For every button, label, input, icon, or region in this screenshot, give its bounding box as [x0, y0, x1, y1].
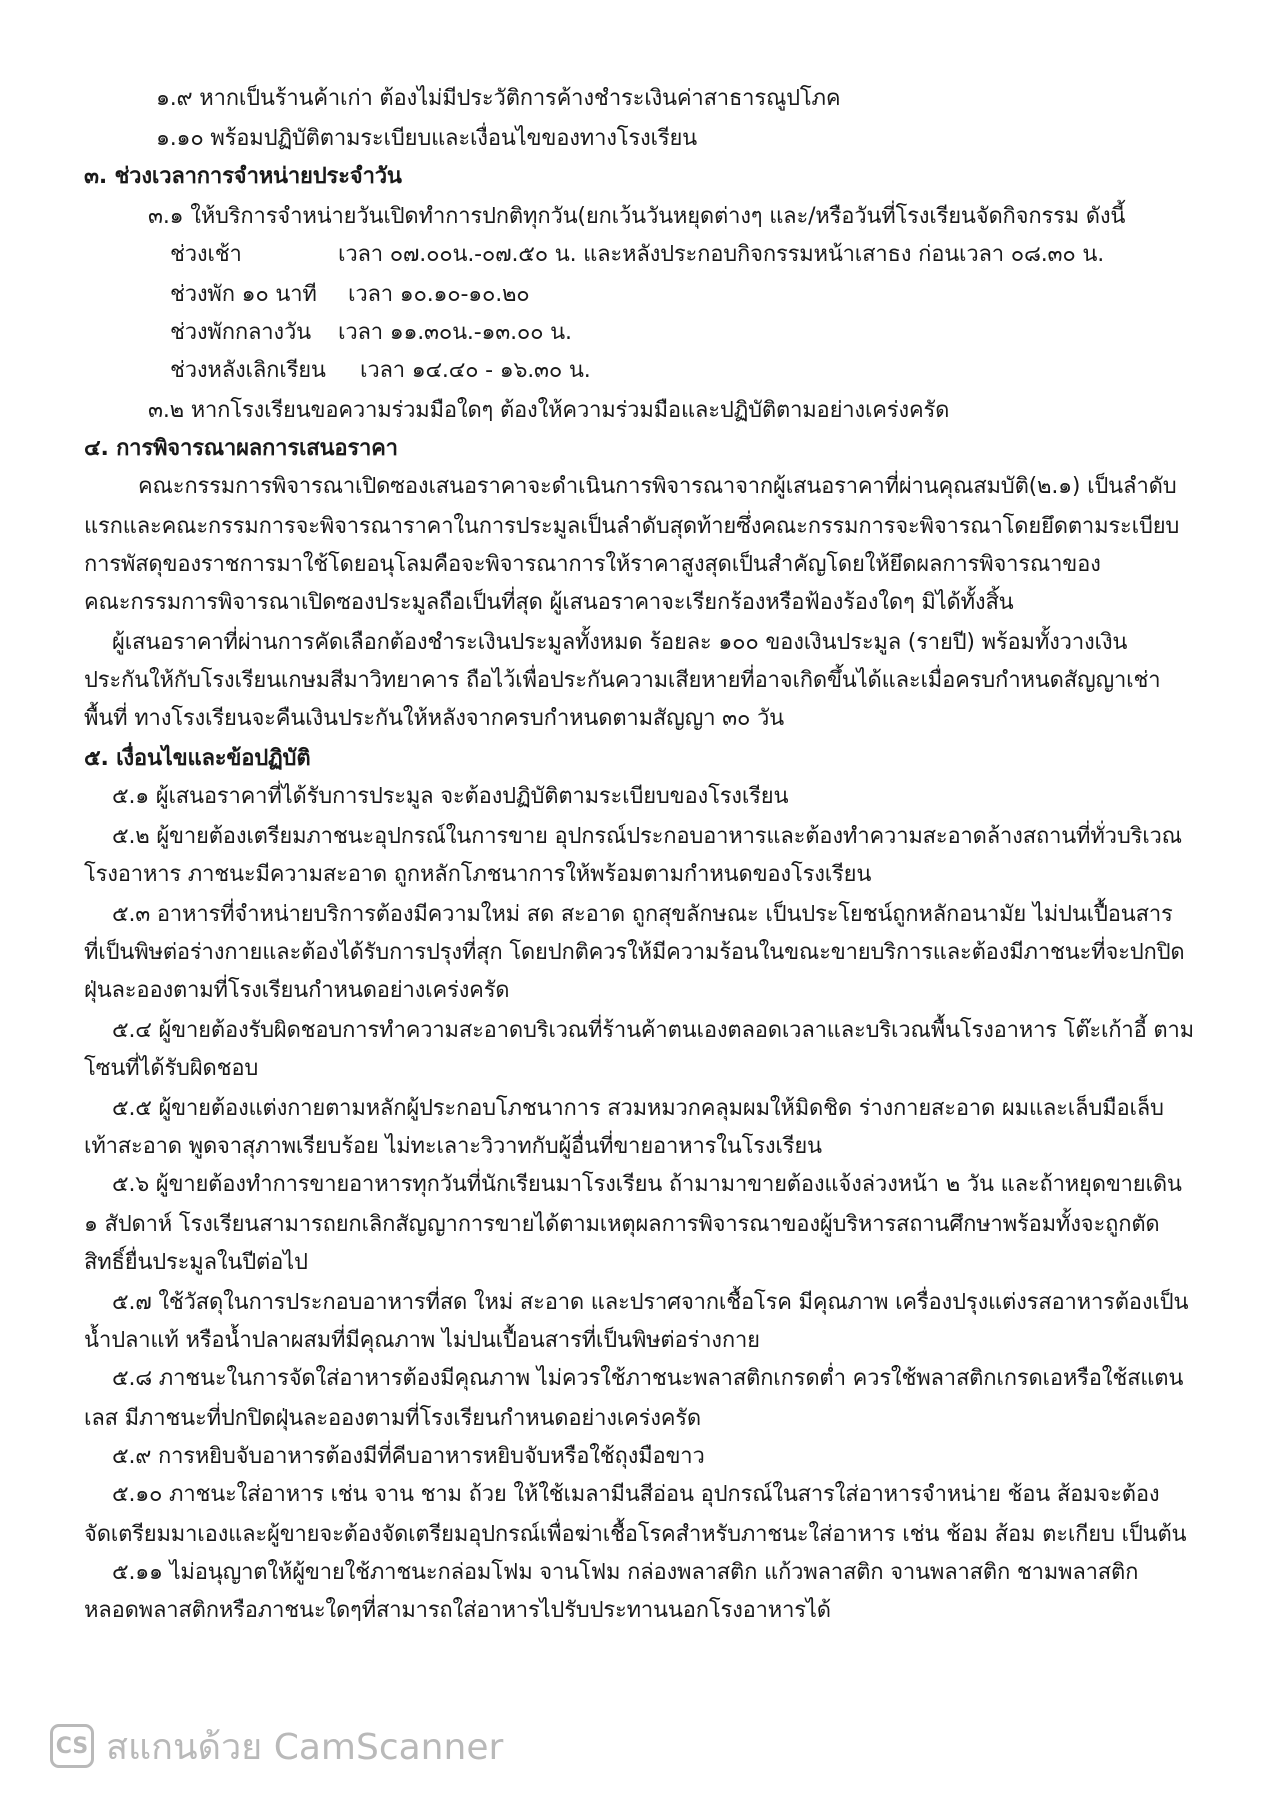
- section-4-line: แรกและคณะกรรมการจะพิจารณาราคาในการประมูลเป็นลำดับสุดท้ายซึ่งคณะกรรมการจะพิจารณาโดยยึดตามระเบียบ: [84, 514, 1180, 539]
- section-5-line: โรงอาหาร ภาชนะมีความสะอาด ถูกหลักโภชนาการให้พร้อมตามกำหนดของโรงเรียน: [84, 862, 872, 887]
- section-5-line: ๕.๘ ภาชนะในการจัดใส่อาหารต้องมีคุณภาพ ไม่ควรใช้ภาชนะพลาสติกเกรดต่ำ ควรใช้พลาสติกเกรดเอหรือใช้สแตน: [112, 1366, 1184, 1391]
- section-5-line: สิทธิ์ยื่นประมูลในปีต่อไป: [84, 1250, 308, 1275]
- section-3-heading: ๓. ช่วงเวลาการจำหน่ายประจำวัน: [84, 164, 402, 189]
- time-detail-afterschool: เวลา ๑๔.๔๐ - ๑๖.๓๐ น.: [360, 358, 591, 383]
- section-5-line: ๕.๓ อาหารที่จำหน่ายบริการต้องมีความใหม่ สด สะอาด ถูกสุขลักษณะ เป็นประโยชน์ถูกหลักอนามัย ไม่ปนเปื้อนสาร: [112, 902, 1173, 927]
- section-5-line: ๕.๗ ใช้วัสดุในการประกอบอาหารที่สด ใหม่ สะอาด และปราศจากเชื้อโรค มีคุณภาพ เครื่องปรุงแต่งรสอาหารต้องเป็น: [112, 1290, 1189, 1315]
- section-4-line: ประกันให้กับโรงเรียนเกษมสีมาวิทยาคาร ถือไว้เพื่อประกันความเสียหายที่อาจเกิดขึ้นได้และเมื่อครบกำหนดสัญญาเช่า: [84, 668, 1161, 693]
- section-5-line: ๕.๔ ผู้ขายต้องรับผิดชอบการทำความสะอาดบริเวณที่ร้านค้าตนเองตลอดเวลาและบริเวณพื้นโรงอาหาร โต๊ะเก้าอี้ ตาม: [112, 1018, 1194, 1043]
- time-label-morning: ช่วงเช้า: [170, 242, 242, 267]
- section-5-line: ฝุ่นละอองตามที่โรงเรียนกำหนดอย่างเคร่งครัด: [84, 978, 510, 1003]
- section-5-line: โซนที่ได้รับผิดชอบ: [84, 1056, 259, 1081]
- item-3-1: ๓.๑ ให้บริการจำหน่ายวันเปิดทำการปกติทุกวัน(ยกเว้นวันหยุดต่างๆ และ/หรือวันที่โรงเรียนจัดกิจกรรม ดังนี้: [148, 204, 1126, 229]
- time-label-afterschool: ช่วงหลังเลิกเรียน: [170, 358, 326, 383]
- section-5-line: เลส มีภาชนะที่ปกปิดฝุ่นละอองตามที่โรงเรียนกำหนดอย่างเคร่งครัด: [84, 1406, 702, 1431]
- watermark-text: สแกนด้วย CamScanner: [106, 1726, 504, 1768]
- section-4-line: คณะกรรมการพิจารณาเปิดซองประมูลถือเป็นที่สุด ผู้เสนอราคาจะเรียกร้องหรือฟ้องร้องใดๆ มิได้ทั้งสิ้น: [84, 590, 1014, 615]
- section-5-line: ๕.๖ ผู้ขายต้องทำการขายอาหารทุกวันที่นักเรียนมาโรงเรียน ถ้ามามาขายต้องแจ้งล่วงหน้า ๒ วัน และถ้าหยุดขายเดิน: [112, 1172, 1182, 1197]
- section-5-line: ๕.๙ การหยิบจับอาหารต้องมีที่คีบอาหารหยิบจับหรือใช้ถุงมือขาว: [112, 1444, 705, 1469]
- section-5-line: ๕.๕ ผู้ขายต้องแต่งกายตามหลักผู้ประกอบโภชนาการ สวมหมวกคลุมผมให้มิดชิด ร่างกายสะอาด ผมและเล็บมือเล็บ: [112, 1096, 1164, 1121]
- time-detail-morning: เวลา ๐๗.๐๐น.-๐๗.๕๐ น. และหลังประกอบกิจกรรมหน้าเสาธง ก่อนเวลา ๐๘.๓๐ น.: [338, 242, 1105, 267]
- item-1-9: ๑.๙ หากเป็นร้านค้าเก่า ต้องไม่มีประวัติการค้างชำระเงินค่าสาธารณูปโภค: [156, 86, 841, 111]
- section-5-line: ๑ สัปดาห์ โรงเรียนสามารถยกเลิกสัญญาการขายได้ตามเหตุผลการพิจารณาของผู้บริหารสถานศึกษาพร้อมทั้งจะถูกตัด: [84, 1212, 1160, 1237]
- time-label-break: ช่วงพัก ๑๐ นาที: [170, 282, 317, 307]
- camscanner-logo-icon: CS: [50, 1724, 94, 1768]
- section-5-line: น้ำปลาแท้ หรือน้ำปลาผสมที่มีคุณภาพ ไม่ปนเปื้อนสารที่เป็นพิษต่อร่างกาย: [84, 1328, 760, 1353]
- section-5-heading: ๕. เงื่อนไขและข้อปฏิบัติ: [84, 746, 311, 771]
- section-5-line: ๕.๑ ผู้เสนอราคาที่ได้รับการประมูล จะต้องปฏิบัติตามระเบียบของโรงเรียน: [112, 784, 789, 809]
- time-label-lunch: ช่วงพักกลางวัน: [170, 320, 311, 345]
- section-4-line: ผู้เสนอราคาที่ผ่านการคัดเลือกต้องชำระเงินประมูลทั้งหมด ร้อยละ ๑๐๐ ของเงินประมูล (รายปี) พร้อมทั้งวางเงิน: [112, 630, 1128, 655]
- time-detail-break: เวลา ๑๐.๑๐-๑๐.๒๐: [348, 282, 530, 307]
- section-5-line: ๕.๑๑ ไม่อนุญาตให้ผู้ขายใช้ภาชนะกล่อมโฟม จานโฟม กล่องพลาสติก แก้วพลาสติก จานพลาสติก ชามพลาสติก: [112, 1560, 1139, 1585]
- section-4-line: การพัสดุของราชการมาใช้โดยอนุโลมคือจะพิจารณาการให้ราคาสูงสุดเป็นสำคัญโดยให้ยึดผลการพิจารณาของ: [84, 552, 1101, 577]
- section-5-line: จัดเตรียมมาเองและผู้ขายจะต้องจัดเตรียมอุปกรณ์เพื่อฆ่าเชื้อโรคสำหรับภาชนะใส่อาหาร เช่น ช้อม ส้อม ตะเกียบ เป็นต้น: [84, 1522, 1187, 1547]
- camscanner-watermark: [50, 1718, 503, 1774]
- section-4-heading: ๔. การพิจารณาผลการเสนอราคา: [84, 436, 398, 461]
- section-5-line: ๕.๑๐ ภาชนะใส่อาหาร เช่น จาน ชาม ถ้วย ให้ใช้เมลามีนสีอ่อน อุปกรณ์ในสารใส่อาหารจำหน่าย ช้อน ส้อมจะต้อง: [112, 1482, 1160, 1507]
- section-4-line: คณะกรรมการพิจารณาเปิดซองเสนอราคาจะดำเนินการพิจารณาจากผู้เสนอราคาที่ผ่านคุณสมบัติ(๒.๑) เป็นลำดับ: [138, 474, 1177, 499]
- item-3-2: ๓.๒ หากโรงเรียนขอความร่วมมือใดๆ ต้องให้ความร่วมมือและปฏิบัติตามอย่างเคร่งครัด: [148, 398, 950, 423]
- section-4-line: พื้นที่ ทางโรงเรียนจะคืนเงินประกันให้หลังจากครบกำหนดตามสัญญา ๓๐ วัน: [84, 706, 784, 731]
- section-5-line: เท้าสะอาด พูดจาสุภาพเรียบร้อย ไม่ทะเลาะวิวาทกับผู้อื่นที่ขายอาหารในโรงเรียน: [84, 1134, 822, 1159]
- item-1-10: ๑.๑๐ พร้อมปฏิบัติตามระเบียบและเงื่อนไขของทางโรงเรียน: [156, 126, 698, 151]
- time-detail-lunch: เวลา ๑๑.๓๐น.-๑๓.๐๐ น.: [338, 320, 572, 345]
- section-5-line: หลอดพลาสติกหรือภาชนะใดๆที่สามารถใส่อาหารไปรับประทานนอกโรงอาหารได้: [84, 1598, 831, 1623]
- section-5-line: ที่เป็นพิษต่อร่างกายและต้องได้รับการปรุงที่สุก โดยปกติควรให้มีความร้อนในขณะขายบริการและต้องมีภาชนะที่จะปกปิด: [84, 940, 1185, 965]
- section-5-line: ๕.๒ ผู้ขายต้องเตรียมภาชนะอุปกรณ์ในการขาย อุปกรณ์ประกอบอาหารและต้องทำความสะอาดล้างสถานที่ทั่วบริเวณ: [112, 824, 1182, 849]
